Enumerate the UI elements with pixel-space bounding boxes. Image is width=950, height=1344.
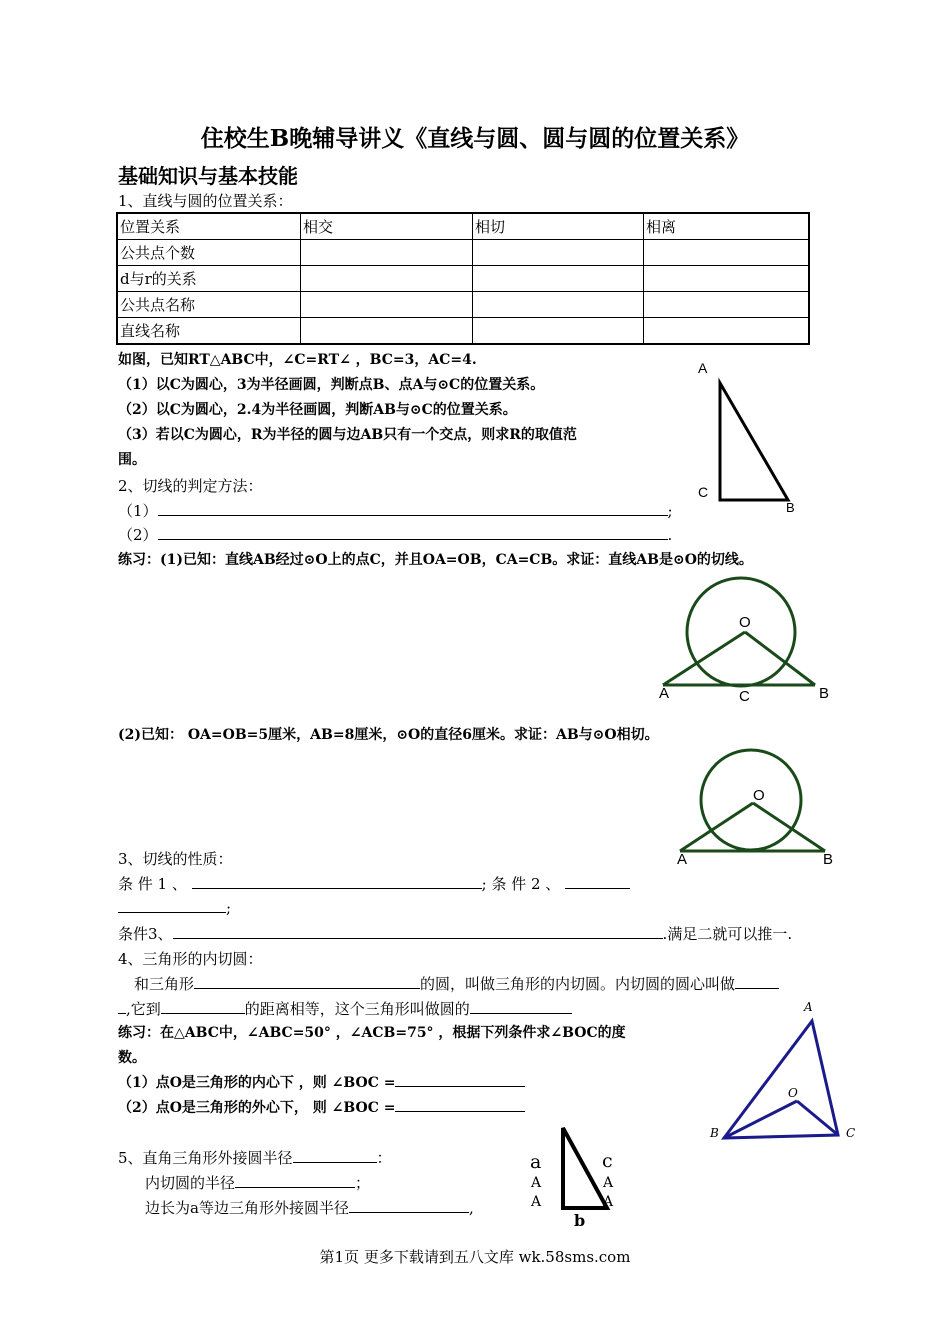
s4-q2-text: （2）点O是三角形的外心下， 则 ∠BOC = xyxy=(118,1100,396,1116)
circle-tangent-figure-2 xyxy=(675,748,845,870)
table-header-cell: 位置关系 xyxy=(117,213,301,240)
segment-ob xyxy=(745,632,815,685)
criterion-1-end: ; xyxy=(667,502,673,520)
table-cell[interactable] xyxy=(301,266,473,292)
s5-line-3 xyxy=(145,1197,474,1218)
circle-o xyxy=(701,750,801,850)
condition-2-blank[interactable] xyxy=(565,874,630,889)
condition-1-blank[interactable] xyxy=(192,874,482,889)
s5-l1-text: 5、直角三角形外接圆半径 xyxy=(118,1149,293,1167)
exercise-1: 练习：(1)已知：直线AB经过⊙O上的点C，并且OA=OB，CA=CB。求证：直线AB是⊙O的切线。 xyxy=(118,552,753,568)
table-row-label: 公共点名称 xyxy=(117,292,301,318)
s5-l3-text: 边长为a等边三角形外接圆半径 xyxy=(145,1199,349,1217)
s4-exercise-cont: 数。 xyxy=(118,1050,146,1066)
problem-q3-cont: 围。 xyxy=(118,452,146,468)
condition-3-label: 条件3、 xyxy=(118,925,173,943)
label-o: O xyxy=(788,1086,798,1100)
table-cell[interactable] xyxy=(473,266,644,292)
condition-2-cont xyxy=(118,898,231,917)
segment-oa xyxy=(663,632,745,685)
s5-l1-end: ： xyxy=(376,1149,392,1167)
criterion-2-blank[interactable] xyxy=(158,525,668,540)
table-cell[interactable] xyxy=(301,240,473,266)
s5-l1-blank[interactable] xyxy=(293,1148,377,1163)
table-row xyxy=(117,292,809,318)
s2-heading: 2、切线的判定方法： xyxy=(118,477,263,495)
criterion-1 xyxy=(118,500,673,521)
property-conditions-1-2 xyxy=(118,873,630,894)
s5-l2-text: 内切圆的半径 xyxy=(145,1174,236,1192)
table-header-row xyxy=(117,213,809,240)
s5-line-1 xyxy=(118,1147,392,1168)
s5-l2-blank[interactable] xyxy=(235,1173,355,1188)
problem-q3: （3）若以C为圆心，R为半径的圆与边AB只有一个交点，则求R的取值范 xyxy=(118,427,577,443)
table-cell[interactable] xyxy=(644,240,810,266)
table-cell[interactable] xyxy=(644,292,810,318)
incircle-text-d: 的距离相等，这个三角形叫做圆的 xyxy=(244,1000,470,1018)
table-header-cell: 相离 xyxy=(644,213,810,240)
criterion-2-label: （2） xyxy=(118,526,158,544)
label-c: C xyxy=(739,688,750,705)
incircle-text-c: ,它到 xyxy=(126,1000,161,1018)
s4-exercise: 练习：在△ABC中，∠ABC=50° ，∠ACB=75° ，根据下列条件求∠BOC的度 xyxy=(118,1025,626,1041)
table-cell[interactable] xyxy=(301,292,473,318)
incircle-blank-3[interactable] xyxy=(161,999,245,1014)
s5-line-2 xyxy=(145,1172,370,1193)
relation-table xyxy=(116,212,810,345)
label-c-sub2: A xyxy=(603,1194,614,1210)
page-title: 住校生B晚辅导讲义《直线与圆、圆与圆的位置关系》 xyxy=(200,125,750,152)
label-b: b xyxy=(574,1211,586,1230)
s1-heading: 1、直线与圆的位置关系： xyxy=(118,192,293,210)
label-b: B xyxy=(823,851,834,868)
table-cell[interactable] xyxy=(473,318,644,345)
s4-heading: 4、三角形的内切圆： xyxy=(118,950,263,968)
s4-q2-blank[interactable] xyxy=(395,1097,525,1112)
table-row-label: 公共点个数 xyxy=(117,240,301,266)
table-cell[interactable] xyxy=(644,318,810,345)
label-c: C xyxy=(698,484,709,500)
exercise-2: (2)已知： OA=OB=5厘米，AB=8厘米，⊙O的直径6厘米。求证：AB与⊙O相切。 xyxy=(118,727,659,743)
triangle-boc-figure xyxy=(700,995,870,1155)
label-b: B xyxy=(710,1126,719,1140)
incircle-text-b: 的圆，叫做三角形的内切圆。内切圆的圆心叫做 xyxy=(420,975,736,993)
s4-question-2 xyxy=(118,1097,525,1117)
incircle-text-a: 和三角形 xyxy=(134,975,195,993)
circle-o xyxy=(687,578,795,686)
condition-2-label: ; 条 件 2 、 xyxy=(481,875,561,893)
label-o: O xyxy=(753,787,765,804)
condition-3-end: .满足二就可以推一. xyxy=(662,925,793,943)
label-a: A xyxy=(659,685,670,702)
condition-3-blank[interactable] xyxy=(173,924,663,939)
label-c: c xyxy=(602,1150,613,1172)
label-c-sub1: A xyxy=(603,1175,614,1191)
segment-oa xyxy=(680,803,753,851)
table-row-label: 直线名称 xyxy=(117,318,301,345)
incircle-blank-1[interactable] xyxy=(194,974,420,989)
s5-l3-blank[interactable] xyxy=(349,1198,469,1213)
incircle-definition-1 xyxy=(134,973,779,994)
s5-l3-end: , xyxy=(468,1199,474,1217)
condition-1-label: 条 件 1 、 xyxy=(118,875,187,893)
table-row-label: d与r的关系 xyxy=(117,266,301,292)
segment-ob xyxy=(724,1101,797,1138)
incircle-definition-2 xyxy=(118,998,572,1019)
table-header-cell: 相切 xyxy=(473,213,644,240)
label-c: C xyxy=(846,1126,856,1140)
circle-tangent-figure-1 xyxy=(655,580,835,705)
section-heading: 基础知识与基本技能 xyxy=(118,164,298,188)
table-row xyxy=(117,266,809,292)
incircle-blank-2[interactable] xyxy=(735,974,779,989)
criterion-1-blank[interactable] xyxy=(158,501,668,516)
incircle-blank-2-cont[interactable] xyxy=(118,999,126,1014)
label-a: A xyxy=(677,851,688,868)
label-a-sub1: A xyxy=(531,1175,542,1191)
incircle-blank-4[interactable] xyxy=(470,999,572,1014)
triangle-abc xyxy=(720,383,788,500)
label-b: B xyxy=(786,500,795,515)
s5-l2-end: ； xyxy=(355,1174,371,1192)
problem-intro: 如图，已知RT△ABC中，∠C=RT∠ ，BC=3，AC=4. xyxy=(118,352,477,368)
table-cell[interactable] xyxy=(473,240,644,266)
table-cell[interactable] xyxy=(301,318,473,345)
table-row xyxy=(117,318,809,345)
criterion-2 xyxy=(118,524,672,545)
criterion-1-label: （1） xyxy=(118,502,158,520)
s4-q1-blank[interactable] xyxy=(395,1072,525,1087)
triangle-abc xyxy=(563,1128,607,1208)
label-o: O xyxy=(739,614,751,631)
right-triangle-figure xyxy=(690,355,810,520)
label-a: A xyxy=(698,360,708,376)
table-row xyxy=(117,240,809,266)
label-a-sub2: A xyxy=(531,1194,542,1210)
condition-2-blank-cont[interactable] xyxy=(118,898,226,913)
table-cell[interactable] xyxy=(644,266,810,292)
abc-right-triangle-figure xyxy=(525,1120,630,1230)
problem-q1: （1）以C为圆心，3为半径画圆，判断点B、点A与⊙C的位置关系。 xyxy=(118,377,545,393)
s4-question-1 xyxy=(118,1072,525,1092)
page-footer: 第1页 更多下载请到五八文库 wk.58sms.com xyxy=(319,1248,631,1266)
criterion-2-end: . xyxy=(667,526,673,544)
problem-q2: （2）以C为圆心，2.4为半径画圆，判断AB与⊙C的位置关系。 xyxy=(118,402,517,418)
table-header-cell: 相交 xyxy=(301,213,473,240)
label-b: B xyxy=(819,685,830,702)
segment-ob xyxy=(753,803,825,851)
label-a: a xyxy=(530,1151,542,1173)
table-cell[interactable] xyxy=(473,292,644,318)
s3-heading: 3、切线的性质： xyxy=(118,850,233,868)
label-a: A xyxy=(804,1000,813,1014)
condition-2-end: ; xyxy=(226,899,232,917)
condition-3 xyxy=(118,923,792,944)
s4-q1-text: （1）点O是三角形的内心下 ，则 ∠BOC = xyxy=(118,1075,396,1091)
